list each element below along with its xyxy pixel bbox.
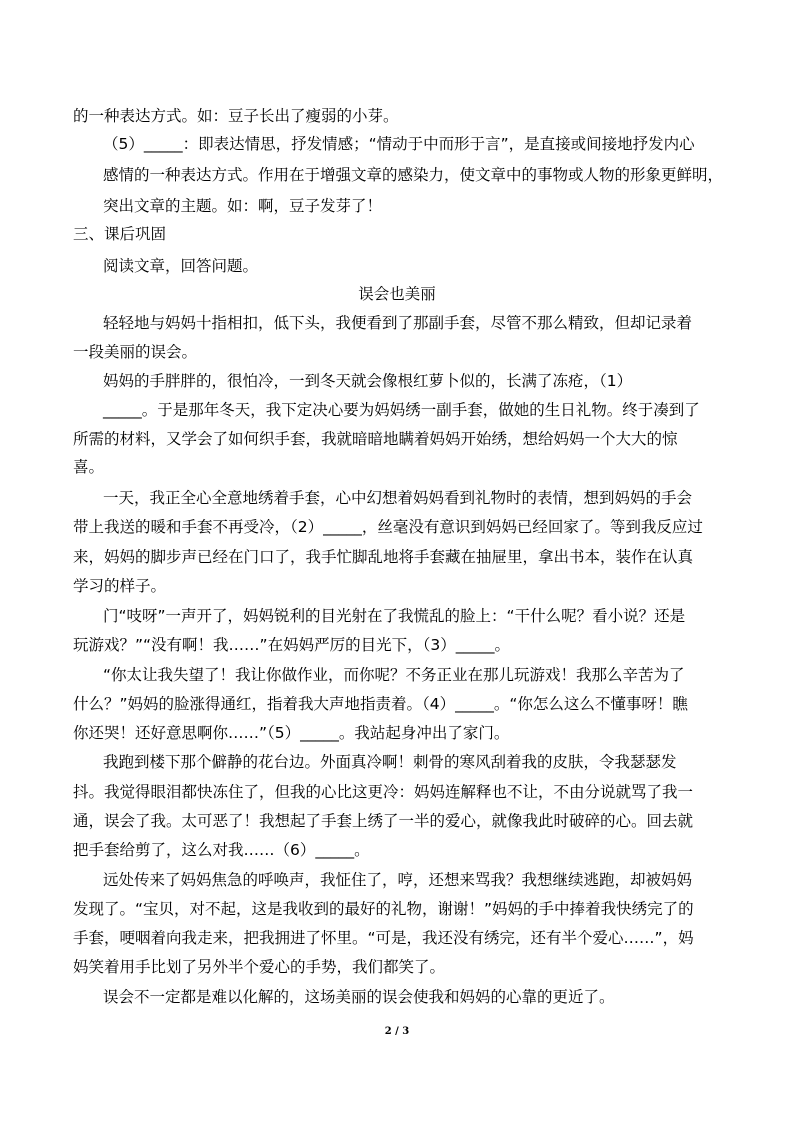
text-line: 突出文章的主题。如：啊，豆子发芽了！ (103, 197, 383, 215)
text-line: 门“吱呀”一声开了，妈妈锐利的目光射在了我慌乱的脸上：“干什么呢？看小说？还是 (103, 607, 686, 625)
text-line: （5）_____：即表达情思，抒发情感；“情动于中而形于言”，是直接或间接地抒发内心 (103, 135, 695, 153)
text-line: 误会不一定都是难以化解的，这场美丽的误会使我和妈妈的心靠的更近了。 (103, 988, 615, 1006)
text-line: 什么？”妈妈的脸涨得通红，指着我大声地指责着。（4）_____。“你怎么这么不懂事呀！瞧 (73, 695, 688, 713)
text-line: 发现了。“宝贝，对不起，这是我收到的最好的礼物，谢谢！”妈妈的手中捧着我快绣完了的 (73, 900, 694, 918)
page-number: 2 / 3 (384, 1026, 410, 1037)
text-line: 远处传来了妈妈焦急的呼唤声，我怔住了，哼，还想来骂我？我想继续逃跑，却被妈妈 (103, 871, 693, 889)
instruction-text: 阅读文章，回答问题。 (103, 257, 259, 275)
text-line: 带上我送的暖和手套不再受冷，（2）_____，丝毫没有意识到妈妈已经回家了。等到我反应过 (73, 518, 703, 536)
text-line: 喜。 (73, 458, 105, 476)
text-line: 轻轻地与妈妈十指相扣，低下头，我便看到了那副手套，尽管不那么精致，但却记录着 (103, 314, 693, 332)
text-line: 妈笑着用手比划了另外半个爱心的手势，我们都笑了。 (73, 958, 446, 976)
text-line: 我跑到楼下那个僻静的花台边。外面真冷啊！刺骨的寒风刮着我的皮肤，令我瑟瑟发 (103, 753, 677, 771)
text-line: 玩游戏？”“没有啊！我……”在妈妈严厉的目光下，（3）_____。 (73, 636, 510, 654)
text-line: “你太让我失望了！我让你做作业，而你呢？不务正业在那儿玩游戏！我那么辛苦为了 (103, 666, 685, 684)
text-line: _____。于是那年冬天，我下定决心要为妈妈绣一副手套，做她的生日礼物。终于凑到了 (103, 401, 700, 419)
section-heading: 三、课后巩固 (73, 225, 167, 243)
text-line: 通，误会了我。太可恶了！我想起了手套上绣了一半的爱心，就像我此时破碎的心。回去就 (73, 812, 694, 830)
text-line: 一天，我正全心全意地绣着手套，心中幻想着妈妈看到礼物时的表情，想到妈妈的手会 (103, 489, 693, 507)
text-line: 学习的样子。 (73, 577, 167, 595)
text-line: 妈妈的手胖胖的，很怕冷，一到冬天就会像根红萝卜似的，长满了冻疮，（1） (103, 372, 633, 390)
text-line: 所需的材料，又学会了如何织手套，我就暗暗地瞒着妈妈开始绣，想给妈妈一个大大的惊 (73, 430, 678, 448)
text-line: 来，妈妈的脚步声已经在门口了，我手忙脚乱地将手套藏在抽屉里，拿出书本，装作在认真 (73, 548, 694, 566)
text-line: 把手套给剪了，这么对我……（6）_____。 (73, 841, 370, 859)
text-line: 一段美丽的误会。 (73, 343, 198, 361)
text-line: 感情的一种表达方式。作用在于增强文章的感染力，使文章中的事物或人物的形象更鲜明， (103, 166, 724, 184)
article-title: 误会也美丽 (358, 285, 436, 303)
text-line: 手套，哽咽着向我走来，把我拥进了怀里。“可是，我还没有绣完，还有半个爱心……”，妈 (73, 929, 694, 947)
text-line: 你还哭！还好意思啊你……”（5）_____。我站起身冲出了家门。 (73, 724, 510, 742)
text-line: 的一种表达方式。如：豆子长出了瘦弱的小芽。 (73, 107, 399, 125)
text-line: 抖。我觉得眼泪都快冻住了，但我的心比这更冷：妈妈连解释也不让，不由分说就骂了我一 (73, 783, 694, 801)
